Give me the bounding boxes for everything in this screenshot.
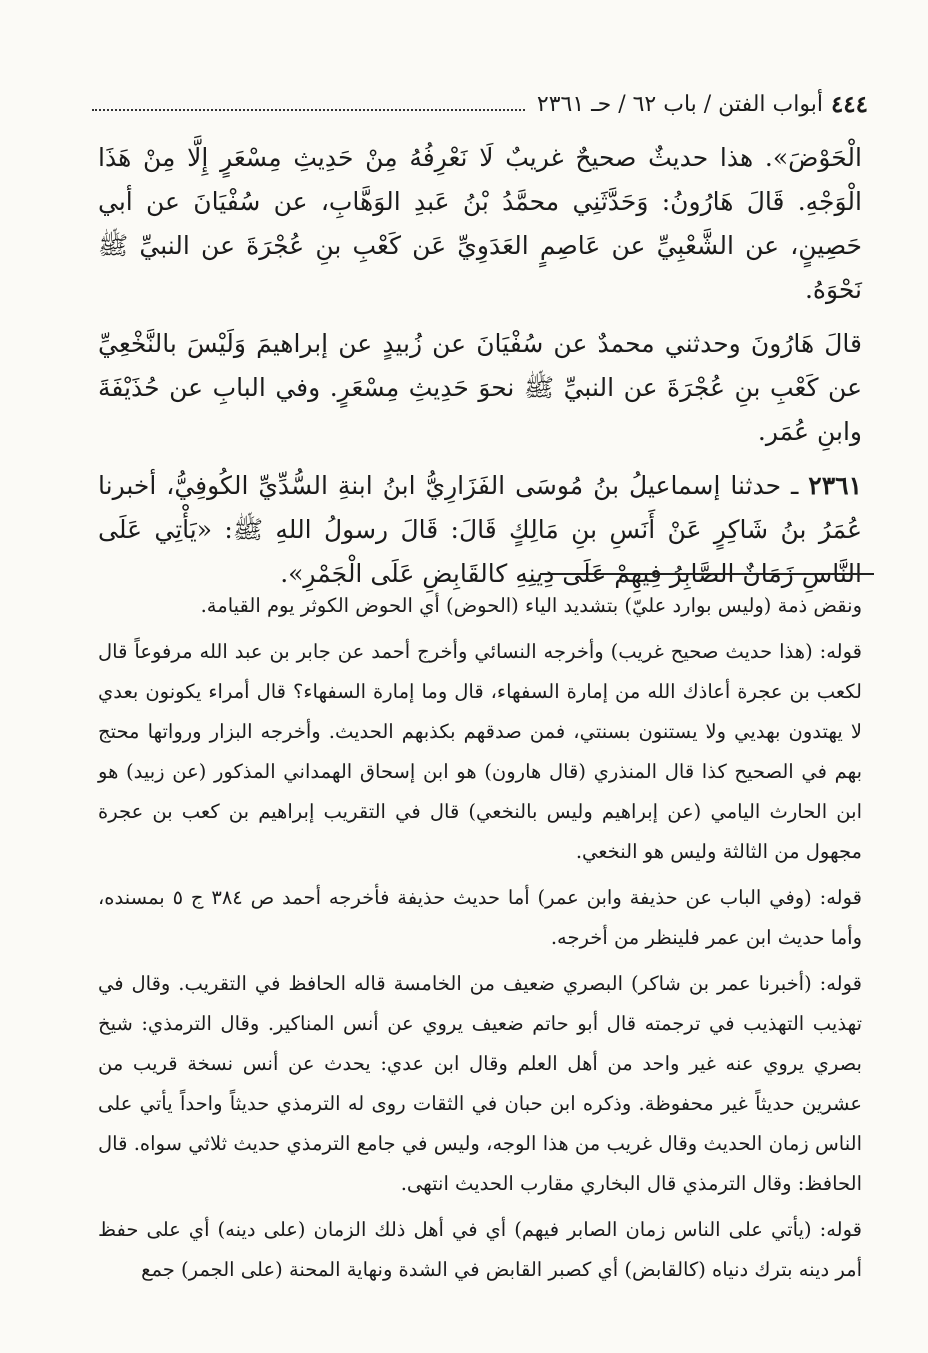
note-2: قوله: (هذا حديث صحيح غريب) وأخرجه النسائي وأخرج أحمد عن جابر بن عبد الله مرفوعاً قال لكعب بن عجرة أعاذك الله من إمارة السفهاء، قال وما إمارة السفهاء؟ قال أمراء يكونون بعدي لا يهتدون بهديي ولا يستنون بسنتي، فمن صدقهم بكذبهم الحديث. وأخرجه البزار ورواتها محتج بهم في الصحيح كذا قال المنذري (قال هارون) هو ابن إسحاق الهمداني المذكور (عن زبيد) هو ابن الحارث اليامي (عن إبراهيم وليس بالنخعي) قال في التقريب إبراهيم بن كعب بن عجرة مجهول من الثالثة وليس هو النخعي. xyxy=(98,640,862,863)
hadith-number: ٢٣٦١ xyxy=(808,471,862,500)
dotted-leader xyxy=(92,109,525,111)
running-title: أبواب الفتن / باب ٦٢ / حـ ٢٣٦١ xyxy=(536,91,823,117)
page-header xyxy=(92,84,868,124)
note-4: قوله: (أخبرنا عمر بن شاكر) البصري ضعيف من الخامسة قاله الحافظ في التقريب. وقال في تهذيب التهذيب في ترجمته قال أبو حاتم ضعيف يروي عن أنس المناكير. وقال الترمذي: شيخ بصري يروي عنه غير واحد من أهل العلم وقال ابن عدي: يحدث عن أنس نسخة قريب من عشرين حديثاً غير محفوظة. وذكره ابن حبان في الثقات روى له الترمذي حديثاً واحداً يأتي على الناس زمان الحديث وقال غريب من هذا الوجه، وليس في جامع الترمذي حديث ثلاثي سواه. قال الحافظ: وقال الترمذي قال البخاري مقارب الحديث انتهى. xyxy=(98,972,862,1195)
hadith-paragraph-2: قالَ هَارُونَ وحدثني محمدٌ عن سُفْيَانَ عن زُبيدٍ عن إبراهيمَ وَلَيْسَ بالنَّخْعِيِّ عن كَعْبِ بنِ عُجْرَةَ عن النبيِّ ﷺ نحوَ حَدِيثِ مِسْعَرٍ. وفي البابِ عن حُذَيْفَةَ وابنِ عُمَر. xyxy=(98,329,862,446)
note-5: قوله: (يأتي على الناس زمان الصابر فيهم) أي في أهل ذلك الزمان (على دينه) أي على حفظ أمر دينه بترك دنياه (كالقابض) أي كصبر القابض في الشدة ونهاية المحنة (على الجمر) جمع xyxy=(98,1218,862,1281)
hadith-paragraph-3-text: ـ حدثنا إسماعيلُ بنُ مُوسَى الفَزَارِيُّ ابنُ ابنةِ السُّدِّيِّ الكُوفِيُّ، أخبرنا عُمَرُ بنُ شَاكِرٍ عَنْ أَنَسِ بنِ مَالِكٍ قَالَ: قَالَ رسولُ اللهِ ﷺ: «يَأْتِي عَلَى النَّاسِ زَمَانٌ الصَّابِرُ فِيهِمْ عَلَى دِينِهِ كالقَابِضِ عَلَى الْجَمْرِ». xyxy=(98,471,862,588)
hadith-text xyxy=(98,136,862,606)
page-number: ٤٤٤ xyxy=(830,90,868,118)
commentary-notes xyxy=(98,586,862,1296)
note-3: قوله: (وفي الباب عن حذيفة وابن عمر) أما حديث حذيفة فأخرجه أحمد ص ٣٨٤ ج ٥ بمسنده، وأما حديث ابن عمر فلينظر من أخرجه. xyxy=(98,886,862,949)
hadith-paragraph-1: الْحَوْضَ». هذا حديثٌ صحيحٌ غريبٌ لَا نَعْرِفُهُ مِنْ حَدِيثِ مِسْعَرٍ إِلَّا مِنْ هَذَا الْوَجْهِ. قَالَ هَارُونُ: وَحَدَّثَنِي محمَّدُ بْنُ عَبدِ الوَهَّابِ، عن سُفْيَانَ عن أبي حَصِينٍ، عن الشَّعْبِيِّ عن عَاصِمٍ العَدَوِيِّ عَن كَعْبِ بنِ عُجْرَةَ عن النبيِّ ﷺ نَحْوَهُ. xyxy=(98,143,862,304)
note-1: ونقض ذمة (وليس بوارد عليّ) بتشديد الياء (الحوض) أي الحوض الكوثر يوم القيامة. xyxy=(200,594,862,617)
hadith-paragraph-3 xyxy=(98,464,862,596)
footnote-separator xyxy=(540,573,874,575)
